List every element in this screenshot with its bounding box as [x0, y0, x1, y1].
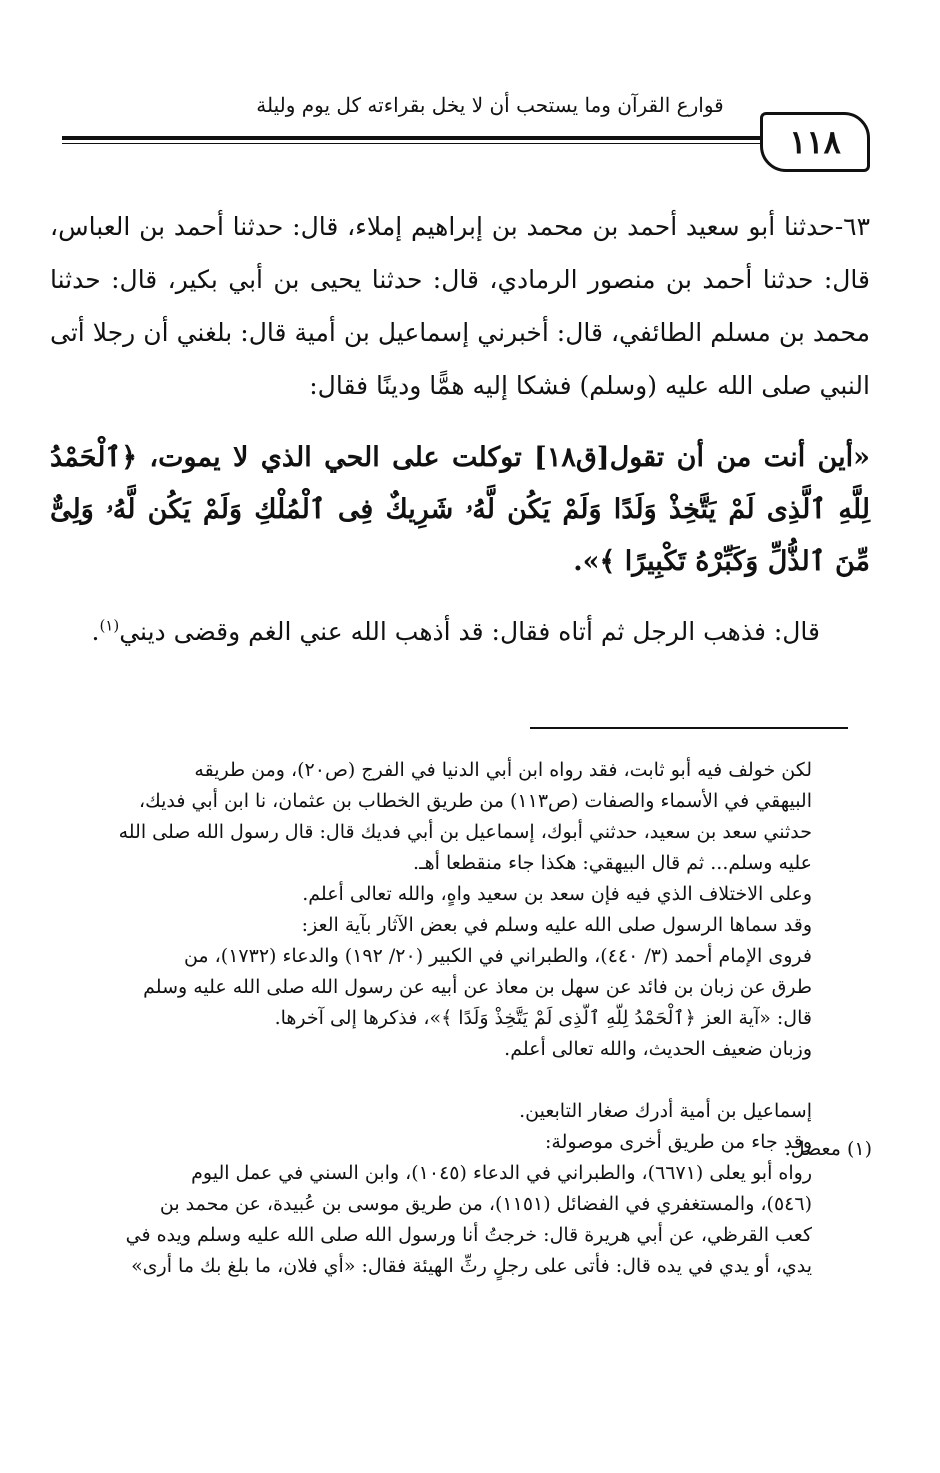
footnote-line: رواه أبو يعلى (٦٦٧١)، والطبراني في الدعاء (١٠٤٥)، وابن السني في عمل اليوم	[191, 1162, 812, 1184]
footnote-line: (٥٤٦)، والمستغفري في الفضائل (١١٥١)، من طريق موسى بن عُبيدة، عن محمد بن	[159, 1193, 812, 1215]
footnote-spacer	[42, 1065, 812, 1096]
footnote-line: البيهقي في الأسماء والصفات (ص١١٣) من طريق الخطاب بن عثمان، نا ابن أبي فديك،	[138, 790, 812, 812]
hadith-paragraph: ٦٣-حدثنا أبو سعيد أحمد بن محمد بن إبراهيم إملاء، قال: حدثنا أحمد بن العباس، قال: حدثنا أحمد بن منصور الرمادي، قال: حدثنا يحيى بن أبي بكير، قال: حدثنا محمد بن مسلم الطائفي، قال: أخبرني إسماعيل بن أمية قال: بلغني أن رجلا أتى النبي صلى الله عليه (وسلم) فشكا إليه همًّا ودينًا فقال:	[50, 212, 870, 400]
closing-line	[50, 612, 820, 652]
page-number: ١١٨	[760, 112, 870, 172]
header-rule-thick	[62, 136, 762, 140]
footnote-line: عليه وسلم... ثم قال البيهقي: هكذا جاء منقطعا أهـ.	[413, 852, 812, 874]
footnote-line: حدثني سعد بن سعيد، حدثني أبوك، إسماعيل بن أبي فديك قال: قال رسول الله صلى الله	[118, 821, 812, 843]
footnote-line: وقد سماها الرسول صلى الله عليه وسلم في بعض الآثار بآية العز:	[301, 914, 812, 936]
footnote-reference: (١)	[99, 616, 120, 635]
footnote-line: لكن خولف فيه أبو ثابت، فقد رواه ابن أبي الدنيا في الفرج (ص٢٠)، ومن طريقه	[194, 759, 812, 781]
footnote-line: وقد جاء من طريق أخرى موصولة:	[545, 1131, 812, 1153]
closing-text: قال: فذهب الرجل ثم أتاه فقال: قد أذهب الله عني الغم وقضى ديني	[119, 617, 820, 646]
footnote-line: وزبان ضعيف الحديث، والله تعالى أعلم.	[504, 1038, 812, 1060]
header-rule-thin	[62, 143, 762, 144]
running-title: قوارع القرآن وما يستحب أن لا يخل بقراءته كل يوم وليلة	[256, 93, 724, 117]
hadith-quote: «أين أنت من أن تقول[ق١٨] توكلت على الحي الذي لا يموت، ﴿ٱلْحَمْدُ لِلَّهِ ٱلَّذِى لَمْ يَتَّخِذْ وَلَدًا وَلَمْ يَكُن لَّهُۥ شَرِيكٌ فِى ٱلْمُلْكِ وَلَمْ يَكُن لَّهُۥ وَلِىٌّ مِّنَ ٱلذُّلِّ وَكَبِّرْهُ تَكْبِيرًا ﴾».	[50, 442, 870, 577]
footnotes	[42, 755, 812, 1282]
footnote-line: يدي، أو يدي في يده قال: فأتى على رجلٍ رثِّ الهيئة فقال: «أي فلان، ما بلغ بك ما أرى»	[131, 1255, 812, 1277]
closing-period: .	[91, 617, 100, 646]
footnote-line: فروى الإمام أحمد (٣/ ٤٤٠)، والطبراني في الكبير (٢٠/ ١٩٢) والدعاء (١٧٣٢)، من	[183, 945, 812, 967]
footnote-1-marker: (١) معضل.	[784, 1138, 872, 1160]
footnote-line: وعلى الاختلاف الذي فيه فإن سعد بن سعيد واهٍ، والله تعالى أعلم.	[302, 883, 812, 905]
footnote-separator	[530, 727, 848, 729]
footnote-line: كعب القرظي، عن أبي هريرة قال: خرجتُ أنا ورسول الله صلى الله عليه وسلم ويده في	[125, 1224, 812, 1246]
footnote-line: قال: «آية العز ﴿ٱلْحَمْدُ لِلَّهِ ٱلَّذِى لَمْ يَتَّخِذْ وَلَدًا ﴾»، فذكرها إلى آخرها.	[274, 1007, 812, 1029]
footnote-line: طرق عن زبان بن فائد عن سهل بن معاذ عن أبيه عن رسول الله صلى الله عليه وسلم	[143, 976, 812, 998]
footnote-line: إسماعيل بن أمية أدرك صغار التابعين.	[519, 1100, 812, 1122]
